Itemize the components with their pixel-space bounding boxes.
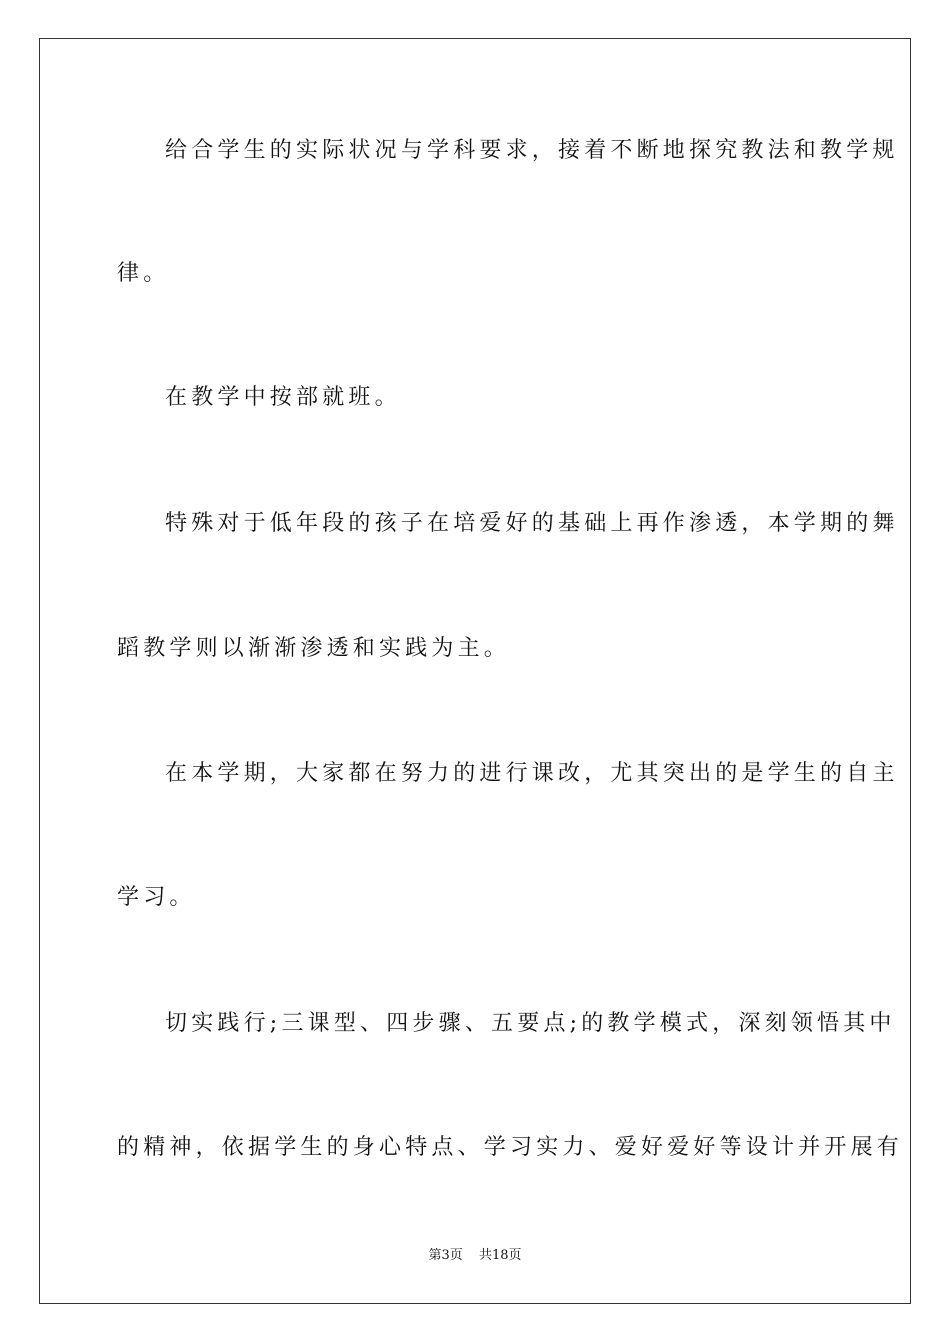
paragraph-line: 学习。 xyxy=(117,885,196,910)
paragraph-line: 蹈教学则以渐渐渗透和实践为主。 xyxy=(117,636,511,661)
paragraph-line: 特殊对于低年段的孩子在培爱好的基础上再作渗透，本学期的舞 xyxy=(165,511,899,536)
paragraph-line: 律。 xyxy=(117,261,170,286)
paragraph-line: 在本学期，大家都在努力的进行课改，尤其突出的是学生的自主 xyxy=(165,761,899,786)
page-border xyxy=(39,38,911,1304)
page-footer xyxy=(0,1247,950,1265)
page-number: 第3页 xyxy=(428,1248,463,1263)
paragraph-line: 给合学生的实际状况与学科要求，接着不断地探究教法和教学规 xyxy=(165,138,899,163)
paragraph-line: 在教学中按部就班。 xyxy=(165,385,401,410)
page-total: 共18页 xyxy=(478,1248,522,1263)
paragraph-line: 切实践行;三课型、四步骤、五要点;的教学模式，深刻领悟其中 xyxy=(165,1011,896,1036)
paragraph-line: 的精神，依据学生的身心特点、学习实力、爱好爱好等设计并开展有 xyxy=(117,1135,904,1160)
